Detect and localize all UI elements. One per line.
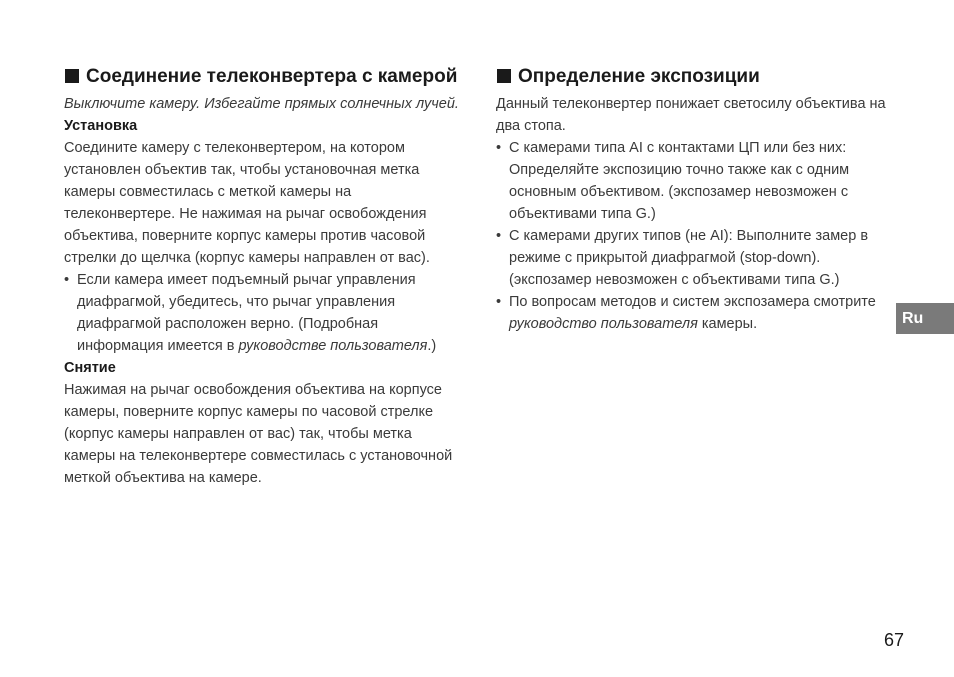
list-item xyxy=(496,225,888,291)
intro-warning: Выключите камеру. Избегайте прямых солнечных лучей. xyxy=(64,96,459,112)
install-bullet-list xyxy=(64,269,459,357)
exposure-bullet-ai: С камерами типа AI с контактами ЦП или без них: Определяйте экспозицию точно также как с одним основным объективом. (экспозамер невозможен с объективами типа G.) xyxy=(509,140,850,222)
remove-heading: Снятие xyxy=(64,360,116,376)
section-title-text: Соединение телеконвертера с камерой xyxy=(86,66,458,87)
install-heading: Установка xyxy=(64,118,138,134)
list-item xyxy=(64,269,459,357)
exposure-bullet-manual: По вопросам методов и систем экспозамера смотрите xyxy=(509,294,876,310)
section-title-teleconverter-attach xyxy=(64,64,459,90)
square-bullet-icon xyxy=(497,69,511,83)
exposure-bullet-non-ai: С камерами других типов (не AI): Выполните замер в режиме с прикрытой диафрагмой (stop-down). (экспозамер невозможен с объективами типа G.) xyxy=(509,228,869,288)
list-item xyxy=(496,291,888,335)
square-bullet-icon xyxy=(65,69,79,83)
left-column xyxy=(64,64,459,489)
install-bullet-text: Если камера имеет подъемный рычаг управления диафрагмой, убедитесь, что рычаг управления диафрагмой расположен верно. (Подробная информация имеется в xyxy=(77,272,416,354)
install-bullet-end: .) xyxy=(427,338,437,354)
section-title-text: Определение экспозиции xyxy=(518,66,760,87)
bullet-icon: • xyxy=(496,294,502,310)
remove-text: Нажимая на рычаг освобождения объектива на корпусе камеры, поверните корпус камеры по часовой стрелке (корпус камеры направлен от вас) так, чтобы метка камеры на телеконвертере совместилась с установочной меткой объектива на камере. xyxy=(64,382,453,486)
page-number: 67 xyxy=(884,630,905,650)
bullet-icon: • xyxy=(496,228,502,244)
exposure-bullet-end: камеры. xyxy=(697,316,758,332)
right-column xyxy=(496,64,888,335)
language-tab: Ru xyxy=(896,303,954,334)
manual-reference: руководство пользователя xyxy=(509,316,698,332)
list-item xyxy=(496,137,888,225)
install-text: Соедините камеру с телеконвертером, на котором установлен объектив так, чтобы установочная метка камеры совместилась с меткой камеры на телеконвертере. Не нажимая на рычаг освобождения объектива, поверните корпус камеры против часовой стрелки до щелчка (корпус камеры направлен от вас). xyxy=(64,140,430,266)
bullet-icon: • xyxy=(496,140,502,156)
bullet-icon: • xyxy=(64,272,70,288)
exposure-bullet-list xyxy=(496,137,888,335)
section-title-exposure xyxy=(496,64,888,90)
exposure-intro: Данный телеконвертер понижает светосилу объектива на два стопа. xyxy=(496,96,886,134)
manual-reference: руководстве пользователя xyxy=(238,338,428,354)
